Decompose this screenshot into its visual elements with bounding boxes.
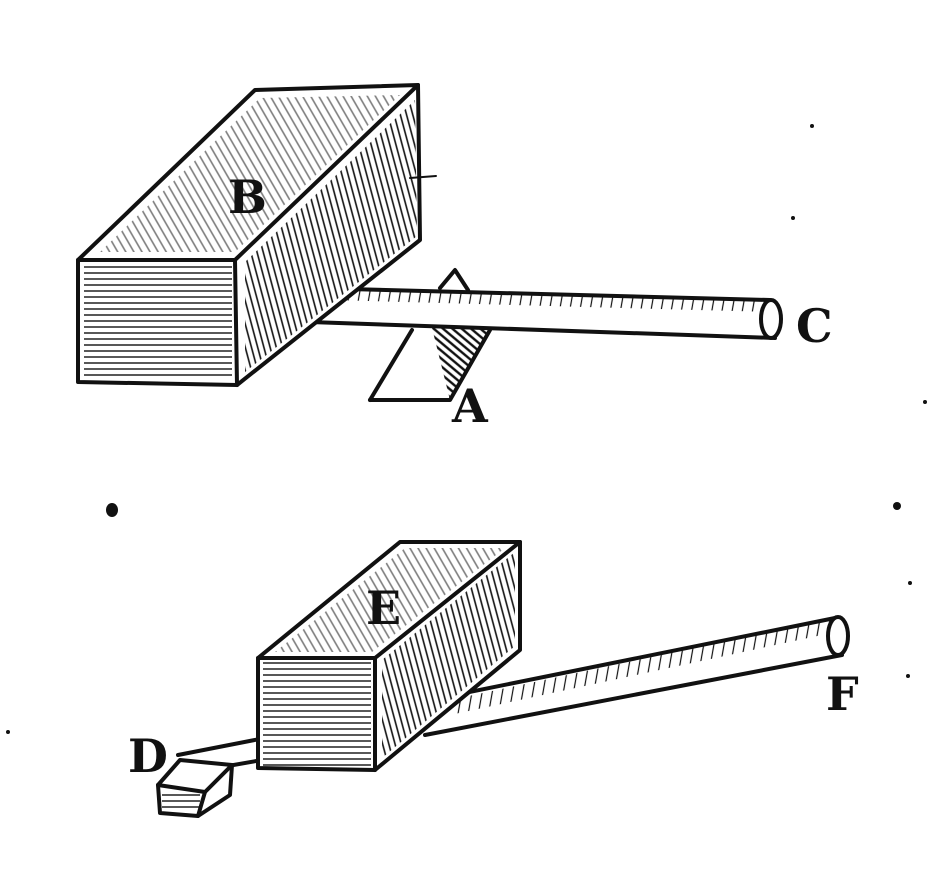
label-e: E <box>366 581 402 635</box>
label-f: F <box>826 667 859 721</box>
label-b: B <box>228 170 267 224</box>
label-c: C <box>796 299 833 353</box>
bottom-lever-group <box>128 542 859 816</box>
label-d: D <box>128 729 168 783</box>
weight-block-b <box>78 85 436 385</box>
weight-block-e <box>258 542 520 770</box>
top-lever-group <box>78 85 833 433</box>
label-a: A <box>452 379 488 433</box>
small-block-d <box>158 760 232 816</box>
lever-bar-bc <box>310 288 781 338</box>
